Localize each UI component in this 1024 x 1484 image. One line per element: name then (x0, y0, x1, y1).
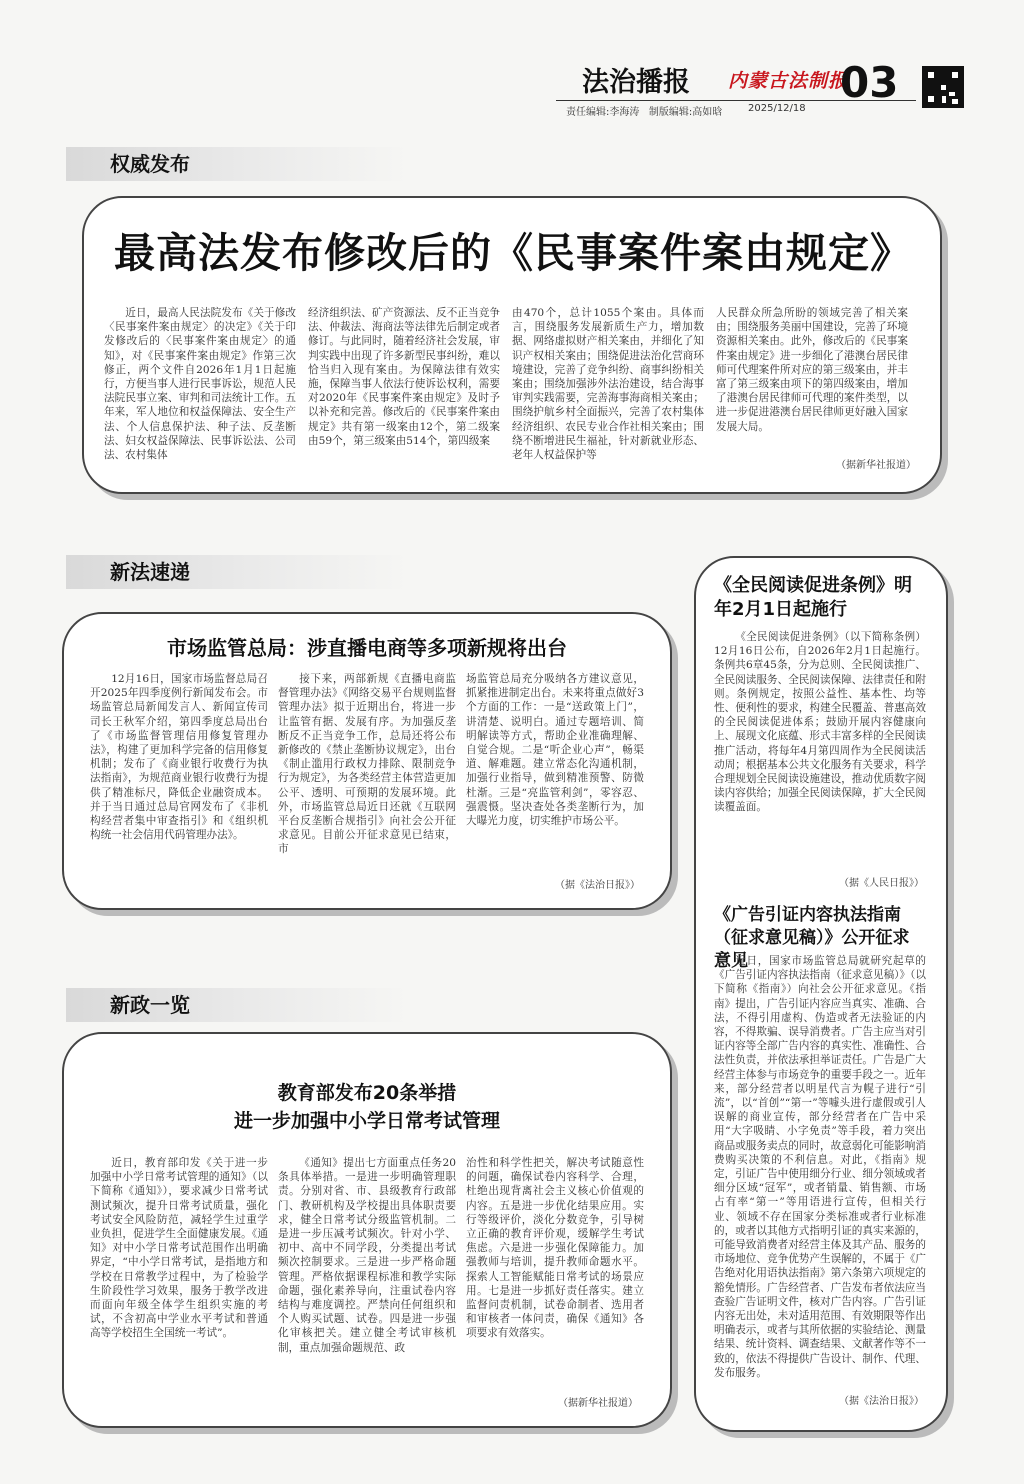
article-source: （据《法治日报》） (555, 880, 640, 891)
article-paragraph: 经济组织法、矿产资源法、反不正当竞争法、仲裁法、海商法等法律先后制定或者修订。与此同时，随着经济社会发展，审判实践中出现了许多新型民事纠纷，难以恰当归入现有案由。为保障法律有效实施，保障当事人依法行使诉讼权利，需要对2020年《民事案件案由规定》及时予以补充和完善。修改后的《民事案件案由规定》共有第一级案由12个，第二级案由59个，第三级案由514个，第四级案 (308, 307, 500, 447)
article-body-col-1 (90, 672, 268, 842)
article-headline: 《全民阅读促进条例》明年2月1日起施行 (714, 575, 912, 620)
article-card-case-rules (82, 196, 942, 494)
article-paragraph: 治性和科学性把关，解决考试随意性的问题，确保试卷内容科学、合理，杜绝出现背离社会主义核心价值观的内容。五是进一步优化结果应用。实行等级评价，淡化分数竞争，引导树立正确的教育评价观，缓解学生考试焦虑。六是进一步强化保障能力。加强教师与培训，提升教师命题水平。探索人工智能赋能日常考试的场景应用。七是进一步抓好责任落实。建立监督问责机制，试卷命制者、选用者和审核者一体问责，确保《通知》各项要求有效落实。 (466, 1157, 644, 1340)
article-headline: 《广告引证内容执法指南（征求意见稿）》公开征求意见 (714, 905, 910, 971)
article-source: （据《人民日报》） (839, 878, 924, 889)
header-divider (556, 100, 916, 101)
article-body-col-1 (90, 1156, 268, 1341)
article-source: （据新华社报道） (836, 460, 916, 471)
article-body-col-3 (466, 672, 644, 828)
article-card-exam-management (62, 1032, 672, 1428)
article-paragraph: 12月16日，国家市场监督总局召开2025年四季度例行新闻发布会。市场监管总局新闻发言人、新闻宣传司司长王秋军介绍，第四季度总局出台了《市场监督管理信用修复管理办法》，构建了更加科学完备的信用修复机制；发布了《商业银行收费行为执法指南》，为规范商业银行收费行为提供了精准标尺，降低企业融资成本。并于当日通过总局官网发布了《非机构经营者集中审查指引》和《组织机构统一社会信用代码管理办法》。 (90, 673, 268, 842)
article-body-col-3 (466, 1156, 644, 1341)
editors-line: 责任编辑:李海涛 制版编辑:高如晗 (566, 107, 723, 118)
article-headline: 市场监管总局：涉直播电商等多项新规将出台 (167, 636, 567, 660)
article-paragraph: 场监管总局充分吸纳各方建议意见，抓紧推进制定出台。未来将重点做好3个方面的工作：一是“送政策上门”，讲清楚、说明白。通过专题培训、简明解读等方式，帮助企业准确理解、自觉合规。二是“听企业心声”，畅渠道、解难题。建立常态化沟通机制，加强行业指导，做到精准预警、防微杜渐。三是“亮监管利剑”，零容忍、强震慑。坚决查处各类垄断行为，加大曝光力度，切实维护市场公平。 (466, 673, 644, 828)
article-paragraph: 近日，教育部印发《关于进一步加强中小学日常考试管理的通知》（以下简称《通知》），要求减少日常考试测试频次，提升日常考试质量，强化考试安全风险防范，减轻学生过重学业负担，促进学生全面健康发展。《通知》对中小学日常考试范围作出明确界定，“中小学日常考试，是指地方和学校在日常教学过程中，为了检验学生阶段性学习效果，服务于教学改进而面向年级全体学生组织实施的考试，不含初高中学业水平考试和普通高等学校招生全国统一考试”。 (90, 1157, 268, 1340)
page-number: 03 (840, 58, 899, 107)
article-body-col-2 (278, 1156, 456, 1355)
article-paragraph: 人民群众所急所盼的领域完善了相关案由；围绕服务美丽中国建设，完善了环境资源相关案由。此外，修改后的《民事案件案由规定》进一步细化了港澳台居民律师可代理案件所对应的第三级案由，并丰富了第三级案由项下的第四级案由，增加了港澳台居民律师可代理的案件类型，以进一步促进港澳台居民律师更好融入国家发展大局。 (716, 307, 908, 433)
sidebar-card (694, 556, 948, 1432)
article-body-col-3 (512, 306, 704, 462)
article-paragraph: 《全民阅读促进条例》（以下简称条例）12月16日公布，自2026年2月1日起施行。条例共6章45条，分为总则、全民阅读推广、全民阅读服务、全民阅读保障、法律责任和附则。条例规定，按照公益性、基本性、均等性、便利性的要求，构建全民覆盖、普惠高效的全民阅读促进体系；鼓励开展内容健康向上、展现文化底蕴、形式丰富多样的全民阅读推广活动，将每年4月第四周作为全民阅读活动周；根据基本公共文化服务有关要求，科学合理规划全民阅读设施建设，推动优质数字阅读内容供给；加强全民阅读保障，扩大全民阅读覆盖面。 (714, 631, 926, 814)
article-body-col-1 (104, 306, 296, 462)
article-headline: 最高法发布修改后的《民事案件案由规定》 (114, 229, 912, 277)
article-body (714, 954, 926, 1380)
article-paragraph: 近日，国家市场监管总局就研究起草的《广告引证内容执法指南（征求意见稿）》（以下简称《指南》）向社会公开征求意见。《指南》提出，广告引证内容应当真实、准确、合法，不得引用虚构、伪造或者无法验证的内容，不得欺骗、误导消费者。广告主应当对引证内容等全部广告内容的真实性、准确性、合法性负责，并依法承担举证责任。广告是广大经营主体参与市场竞争的重要手段之一。近年来，部分经营者以明星代言为幌子进行“引流”，以“首创”“第一”等噱头进行虚假或引人误解的商业宣传，部分经营者在广告中采用“大字吸睛、小字免责”等手段，着力突出商品或服务卖点的同时，故意弱化可能影响消费购买决策的不利信息。对此，《指南》规定，引证广告中使用细分行业、细分领域或者细分区域“冠军”，或者销量、销售额、市场占有率“第一”等用语进行宣传，但相关行业、领域不存在国家分类标准或者行业标准的，或者以其他方式指明引证的真实来源的，可能导致消费者对经营主体及其产品、服务的市场地位、竞争优势产生误解的，不属于《广告绝对化用语执法指南》第六条第六项规定的豁免情形。广告经营者、广告发布者依法应当查验广告证明文件，核对广告内容。广告引证内容无出处，未对适用范围、有效期限等作出明确表示，或者与其所依据的实验结论、测量结果、统计资料、调查结果、文献著作等不一致的，依法不得提供广告设计、制作、代理、发布服务。 (714, 955, 926, 1379)
article-paragraph: 由470个，总计1055个案由。具体而言，围绕服务发展新质生产力，增加数据、网络虚拟财产相关案由，并细化了知识产权相关案由；围绕促进法治化营商环境建设，完善了竞争纠纷、商事纠纷相关案由；围绕加强涉外法治建设，结合海事审判实践需要，完善海事海商相关案由；围绕护航乡村全面振兴，完善了农村集体经济组织、农民专业合作社相关案由；围绕不断增进民生福祉，针对新就业形态、老年人权益保护等 (512, 307, 704, 462)
article-paragraph: 近日，最高人民法院发布《关于修改〈民事案件案由规定〉的决定》《关于印发修改后的〈民事案件案由规定〉的通知》，对《民事案件案由规定》作第三次修正，两个文件自2026年1月1日起施行，方便当事人进行民事诉讼，规范人民法院民事立案、审判和司法统计工作。五年来，军人地位和权益保障法、安全生产法、个人信息保护法、种子法、反垄断法、妇女权益保障法、民事诉讼法、公司法、农村集体 (104, 307, 296, 462)
article-body-col-2 (278, 672, 456, 857)
issue-date: 2025/12/18 (748, 103, 806, 114)
article-body-col-4 (716, 306, 908, 434)
article-source: （据《法治日报》） (839, 1396, 924, 1407)
section-authority-release: 权威发布 (66, 147, 410, 181)
section-new-policy: 新政一览 (66, 988, 410, 1022)
article-body-col-2 (308, 306, 500, 448)
article-paragraph: 接下来，两部新规《直播电商监督管理办法》《网络交易平台规则监督管理办法》拟于近期出台，将进一步让监管有据、发展有序。为加强反垄断反不正当竞争工作，总局还将公布新修改的《禁止垄断协议规定》，出台《制止滥用行政权力排除、限制竞争行为规定》，为各类经营主体营造更加公平、透明、可预期的发展环境。此外，市场监管总局近日还就《互联网平台反垄断合规指引》向社会公开征求意见。目前公开征求意见已结束，市 (278, 673, 456, 856)
section-new-law: 新法速递 (66, 555, 410, 589)
page-section-title: 法治播报 (582, 67, 690, 98)
article-card-market-regulation (62, 612, 672, 910)
article-source: （据新华社报道） (558, 1398, 638, 1409)
article-body (714, 630, 926, 815)
qr-code (922, 66, 964, 108)
article-headline: 教育部发布20条举措 (277, 1082, 457, 1104)
article-paragraph: 《通知》提出七方面重点任务20条具体举措。一是进一步明确管理职责。分别对省、市、县级教育行政部门、教研机构及学校提出具体职责要求，健全日常考试分级监管机制。二是进一步压减考试频次。针对小学、初中、高中不同学段，分类提出考试频次控制要求。三是进一步严格命题管理。严格依据课程标准和教学实际命题，强化素养导向，注重试卷内容结构与难度调控。严禁向任何组织和个人购买试题、试卷。四是进一步强化审核把关。建立健全考试审核机制，重点加强命题规范、政 (278, 1157, 456, 1354)
newspaper-logo: 内蒙古法制报 (728, 70, 849, 92)
article-headline-line2: 进一步加强中小学日常考试管理 (233, 1110, 500, 1132)
